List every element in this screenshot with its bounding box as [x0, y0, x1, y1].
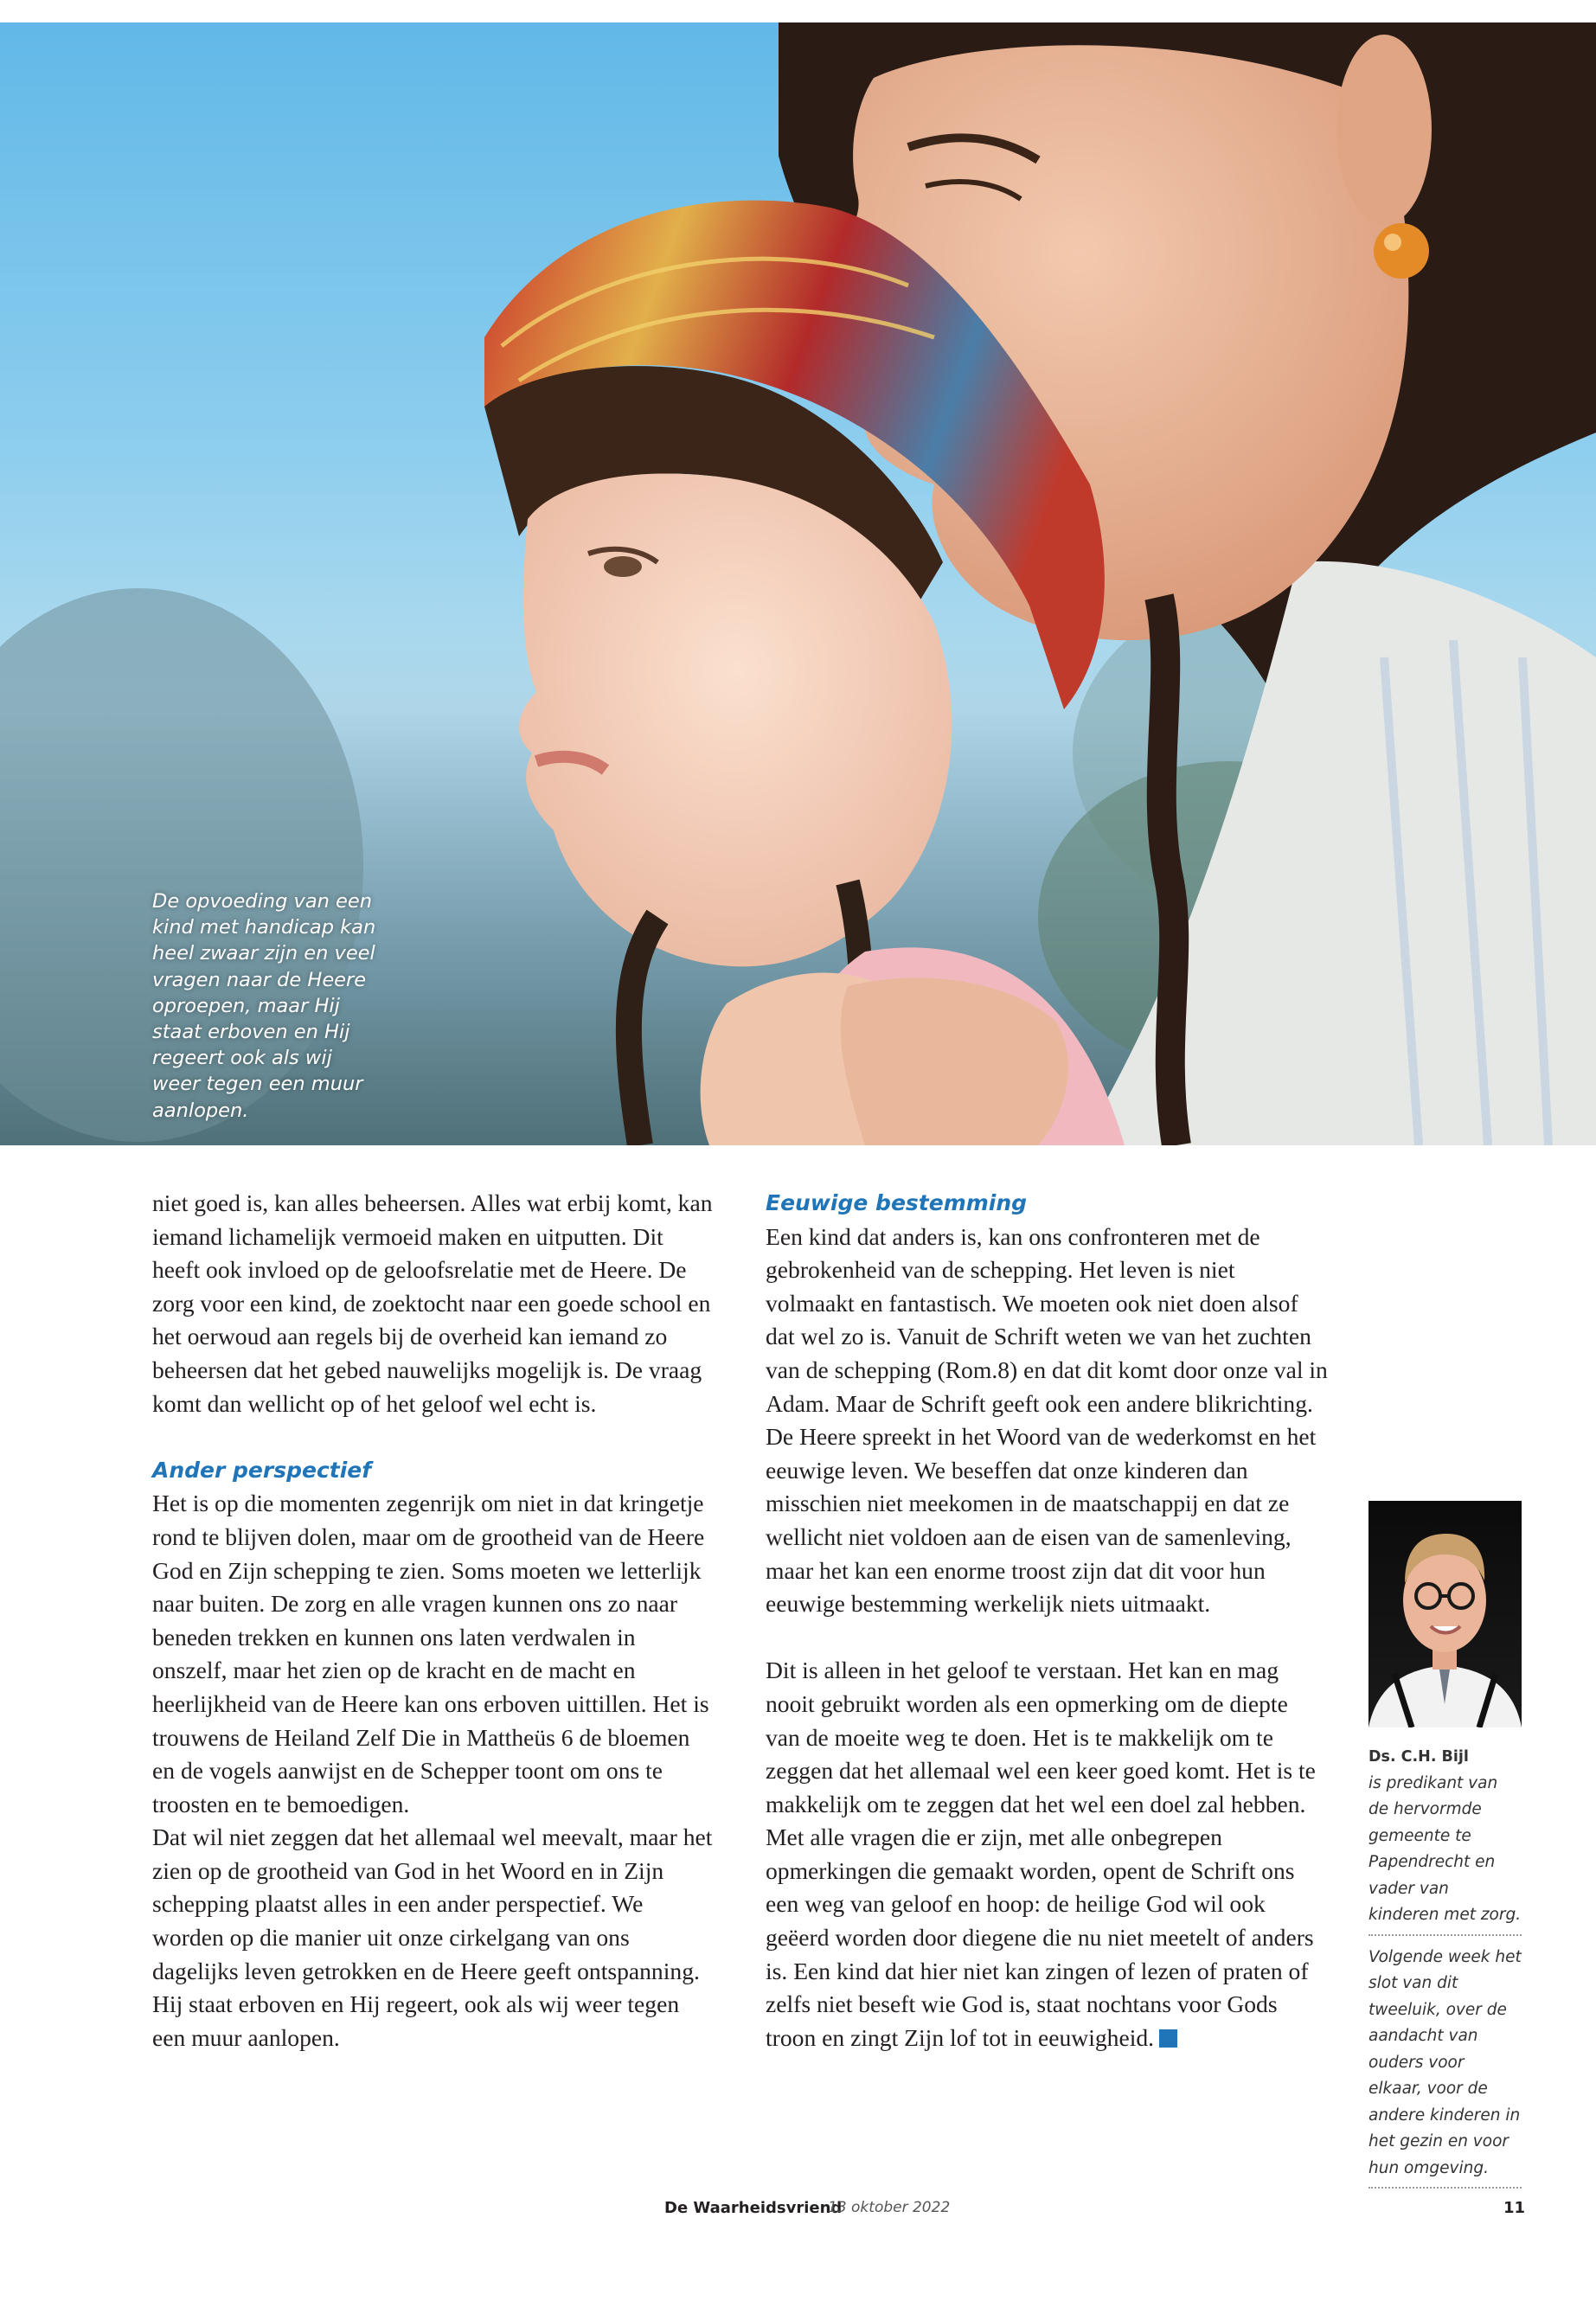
publication-date: 13 oktober 2022 [828, 2199, 951, 2216]
page-number: 11 [1503, 2199, 1526, 2217]
paragraph: Dit is alleen in het geloof te verstaan. Het kan en mag nooit gebruikt worden als een opmerking om de diepte van de moeite weg te doen. Het is te makkelijk om te zeggen dat het allemaal wel een keer goed komt. Het is te makkelijk om te zeggen dat het wel een doel zal hebben. [766, 1657, 1316, 1817]
end-of-article-square-icon [1159, 2029, 1177, 2048]
next-week-note: Volgende week het slot van dit tweeluik, over de aandacht van ouders voor elkaar, voor de andere kinderen in het gezin en voor hun omgeving. [1368, 1947, 1522, 2177]
paragraph-text: Met alle vragen die er zijn, met alle onbegrepen opmerkingen die gemaakt worden, opent de Schrift ons een weg van geloof en hoop: de heilige God wil ook geëerd worden door diegene die nu niet meetelt of anders is. Een kind dat hier niet kan zingen of lezen of praten of zelfs niet beseft wie God is, staat nochtans voor Gods troon en zingt Zijn lof tot in eeuwigheid. [766, 1823, 1314, 2051]
section-heading: Eeuwige bestemming [766, 1190, 1028, 1215]
paragraph: Dat wil niet zeggen dat het allemaal wel meevalt, maar het zien op de grootheid van God in het Woord en in Zijn schepping plaatst alles in een ander perspectief. We worden op die manier uit onze cirkelgang van ons dagelijks leven getrokken en de Heere geeft ontspanning. Hij staat erboven en Hij regeert, ook als wij weer tegen een muur aanlopen. [152, 1823, 713, 2051]
article-column-right [766, 1187, 1328, 2054]
paragraph: Een kind dat anders is, kan ons confronteren met de gebrokenheid van de schepping. Het leven is niet volmaakt en fantastisch. We moeten ook niet doen alsof dat wel zo is. Vanuit de Schrift weten we van het zuchten van de schepping (Rom.8) en dat dit komt door onze val in Adam. Maar de Schrift geeft ook een andere blikrichting. De Heere spreekt in het Woord van de wederkomst en het eeuwige leven. We beseffen dat onze kinderen dan misschien niet meekomen in de maatschappij en dat ze wellicht niet voldoen aan de eisen van de samenleving, maar het kan een enorme troost zijn dat dit voor hun eeuwige bestemming werkelijk niets uitmaakt. [766, 1222, 1328, 1618]
section-heading: Ander perspectief [152, 1457, 372, 1483]
divider [1368, 2187, 1522, 2189]
divider [1368, 1934, 1522, 1936]
hero-photo [0, 0, 1596, 1145]
publication-name: De Waarheidsvriend [664, 2199, 843, 2217]
article-column-left [152, 1187, 713, 2054]
photo-caption: De opvoeding van een kind met handicap kan heel zwaar zijn en veel vragen naar de Heere oproepen, maar Hij staat erboven en Hij regeert ook als wij weer tegen een muur aanlopen. [152, 890, 376, 1122]
paragraph-final [766, 1821, 1328, 2054]
author-bio: is predikant van de hervormde gemeente te Papendrecht en vader van kinderen met zorg. [1368, 1773, 1522, 1924]
author-sidebar [1368, 1744, 1522, 2197]
paragraph: niet goed is, kan alles beheersen. Alles wat erbij komt, kan iemand lichamelijk vermoeid maken en uitputten. Dit heeft ook invloed op de geloofsrelatie met de Heere. De zorg voor een kind, de zoektocht naar een goede school en het oerwoud aan regels bij de overheid kan iemand zo beheersen dat het gebed nauwelijks mogelijk is. De vraag komt dan wellicht op of het geloof wel echt is. [152, 1189, 713, 1417]
author-portrait [1368, 1501, 1522, 1727]
paragraph: Het is op die momenten zegenrijk om niet in dat kringetje rond te blijven dolen, maar om de grootheid van de Heere God en Zijn schepping te zien. Soms moeten we letterlijk naar buiten. De zorg en alle vragen kunnen ons zo naar beneden trekken en kunnen ons laten verdwalen in onszelf, maar het zien op de kracht en de macht en heerlijkheid van de Heere kan ons erboven uittillen. Het is trouwens de Heiland Zelf Die in Mattheüs 6 de bloemen en de vogels aanwijst en de Schepper toont om ons te troosten en te bemoedigen. [152, 1490, 709, 1817]
author-name: Ds. C.H. Bijl [1368, 1748, 1469, 1766]
page-footer [0, 2199, 1596, 2225]
author-photo [1368, 1501, 1522, 1727]
